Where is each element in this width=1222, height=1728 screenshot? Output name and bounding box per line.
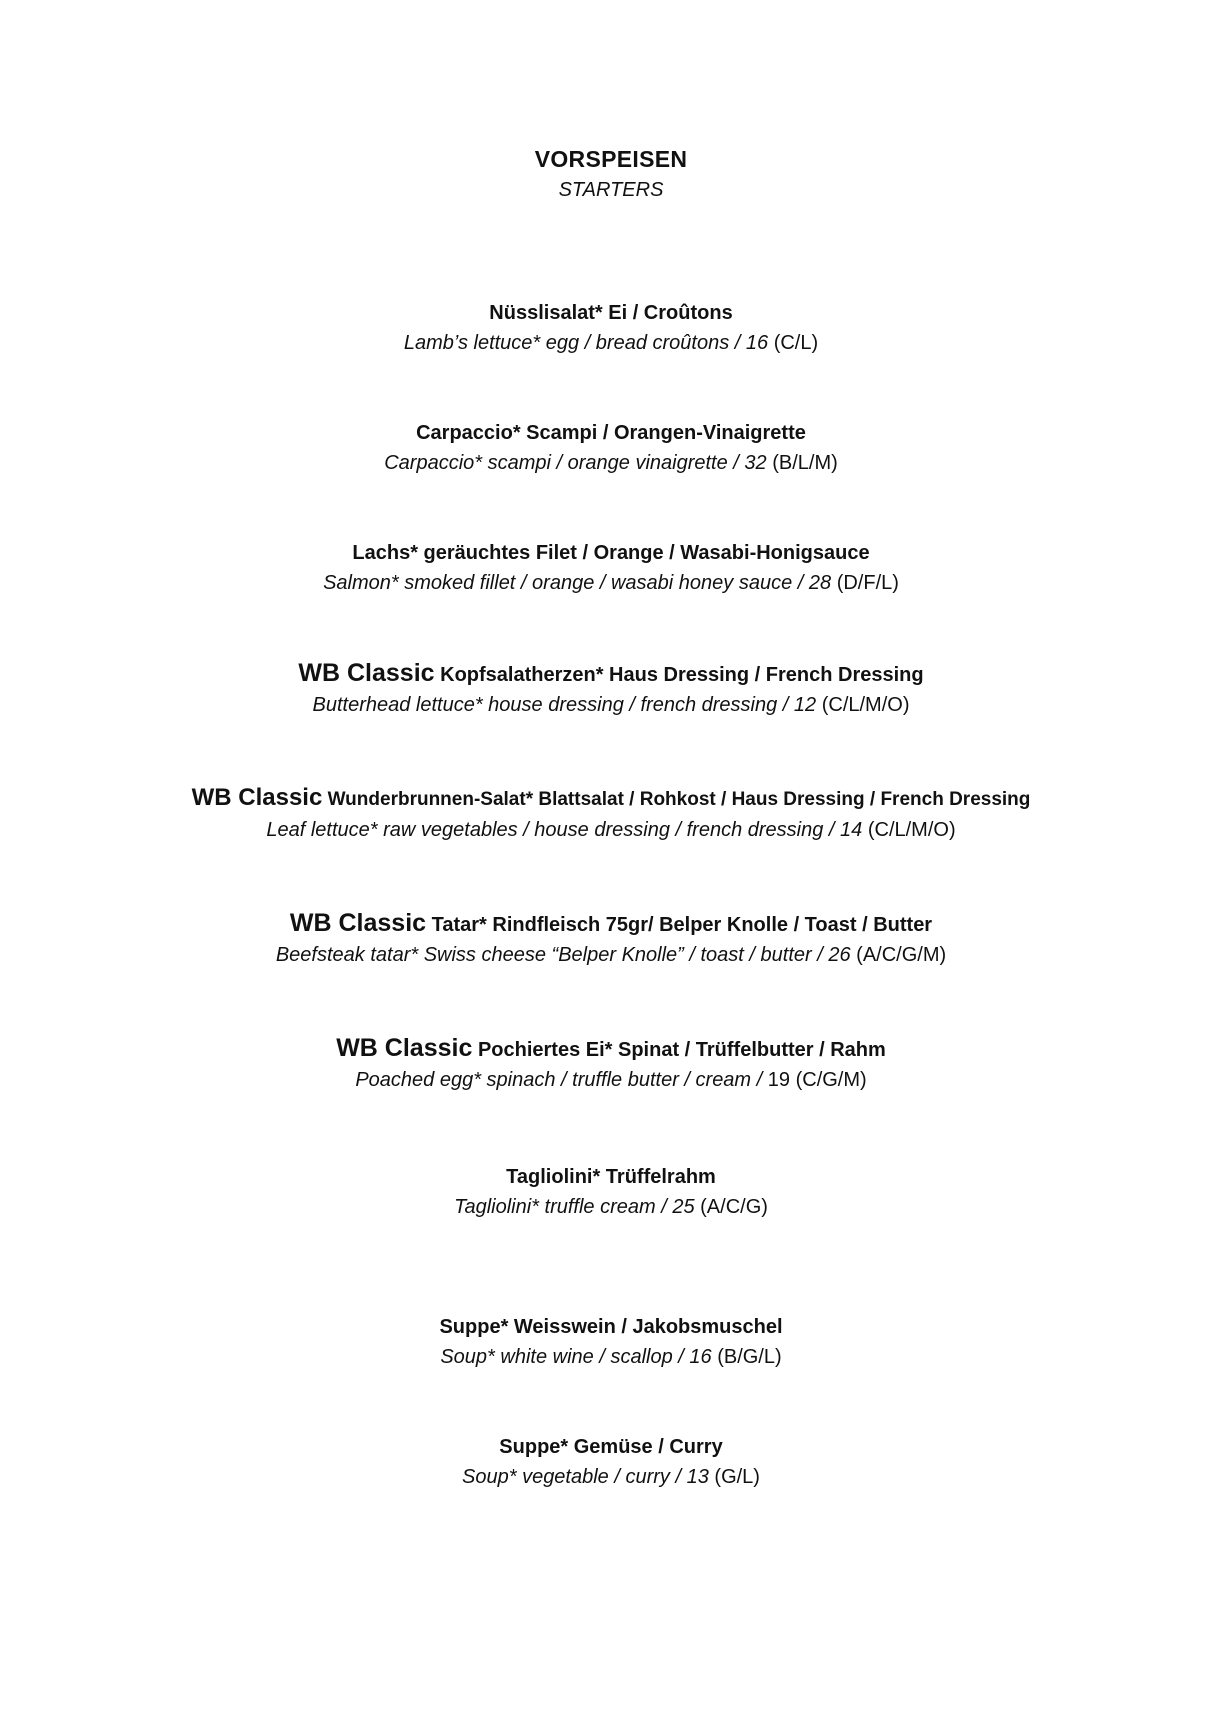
item-tag: WB Classic bbox=[191, 784, 323, 811]
item-german-name: Suppe* Gemüse / Curry bbox=[499, 1436, 723, 1458]
item-german-line bbox=[0, 1312, 1222, 1340]
item-english-description: Soup* white wine / scallop / 16 bbox=[440, 1346, 712, 1368]
item-allergens: (D/F/L) bbox=[836, 572, 899, 594]
menu-item-tatar bbox=[0, 910, 1222, 968]
menu-item-wunderbrunnen-salat bbox=[0, 785, 1222, 843]
item-german-name: Kopfsalatherzen* Haus Dressing / French Dressing bbox=[440, 664, 924, 686]
item-english-line bbox=[0, 1194, 1222, 1220]
menu-item-tagliolini bbox=[0, 1162, 1222, 1220]
section-subtitle: STARTERS bbox=[558, 179, 664, 201]
item-english-line bbox=[0, 817, 1222, 843]
item-german-name: Tatar* Rindfleisch 75gr/ Belper Knolle / Toast / Butter bbox=[431, 914, 933, 936]
item-english-line bbox=[0, 330, 1222, 356]
item-english-line bbox=[0, 1344, 1222, 1370]
item-german-name: Suppe* Weisswein / Jakobsmuschel bbox=[439, 1316, 783, 1338]
menu-header bbox=[0, 146, 1222, 202]
item-german-name: Tagliolini* Trüffelrahm bbox=[506, 1166, 716, 1188]
item-german-line bbox=[0, 660, 1222, 688]
menu-item-suppe-gemuese bbox=[0, 1432, 1222, 1490]
item-allergens: (A/C/G) bbox=[700, 1196, 768, 1218]
item-german-name: Pochiertes Ei* Spinat / Trüffelbutter / Rahm bbox=[477, 1039, 886, 1061]
item-english-description: Poached egg* spinach / truffle butter / cream / bbox=[355, 1069, 763, 1091]
item-allergens: (C/L) bbox=[773, 332, 819, 354]
item-german-line bbox=[0, 785, 1222, 813]
item-allergens: (C/L/M/O) bbox=[821, 694, 910, 716]
item-english-line bbox=[0, 450, 1222, 476]
menu-item-pochiertes-ei bbox=[0, 1035, 1222, 1093]
menu-item-carpaccio bbox=[0, 418, 1222, 476]
item-german-line bbox=[0, 298, 1222, 326]
item-english-description: Carpaccio* scampi / orange vinaigrette / 32 bbox=[384, 452, 767, 474]
item-price: 19 bbox=[767, 1069, 791, 1091]
menu-item-nuesslisalat bbox=[0, 298, 1222, 356]
item-english-description: Tagliolini* truffle cream / 25 bbox=[454, 1196, 695, 1218]
item-german-line bbox=[0, 418, 1222, 446]
item-german-line bbox=[0, 1162, 1222, 1190]
item-allergens: (B/G/L) bbox=[717, 1346, 782, 1368]
item-german-name: Wunderbrunnen-Salat* Blattsalat / Rohkost / Haus Dressing / French Dressing bbox=[327, 789, 1031, 810]
item-allergens: (B/L/M) bbox=[772, 452, 838, 474]
item-german-name: Lachs* geräuchtes Filet / Orange / Wasabi-Honigsauce bbox=[352, 542, 870, 564]
item-german-line bbox=[0, 1035, 1222, 1063]
item-german-name: Nüsslisalat* Ei / Croûtons bbox=[489, 302, 733, 324]
item-english-line bbox=[0, 1464, 1222, 1490]
item-english-description: Butterhead lettuce* house dressing / french dressing / 12 bbox=[312, 694, 817, 716]
item-tag: WB Classic bbox=[298, 659, 435, 687]
item-allergens: (A/C/G/M) bbox=[856, 944, 947, 966]
section-title: VORSPEISEN bbox=[534, 146, 688, 172]
item-english-description: Lamb’s lettuce* egg / bread croûtons / 16 bbox=[403, 332, 769, 354]
item-tag: WB Classic bbox=[336, 1034, 473, 1062]
item-english-line bbox=[0, 692, 1222, 718]
item-german-line bbox=[0, 538, 1222, 566]
item-allergens: (C/L/M/O) bbox=[867, 819, 956, 841]
item-german-line bbox=[0, 910, 1222, 938]
item-english-line bbox=[0, 1067, 1222, 1093]
item-english-line bbox=[0, 942, 1222, 968]
menu-item-suppe-weisswein bbox=[0, 1312, 1222, 1370]
item-english-line bbox=[0, 570, 1222, 596]
item-german-name: Carpaccio* Scampi / Orangen-Vinaigrette bbox=[416, 422, 806, 444]
item-english-description: Soup* vegetable / curry / 13 bbox=[462, 1466, 709, 1488]
menu-item-lachs bbox=[0, 538, 1222, 596]
item-allergens: (C/G/M) bbox=[795, 1069, 867, 1091]
menu-item-kopfsalatherzen bbox=[0, 660, 1222, 718]
item-german-line bbox=[0, 1432, 1222, 1460]
item-allergens: (G/L) bbox=[714, 1466, 760, 1488]
item-tag: WB Classic bbox=[289, 909, 427, 937]
item-english-description: Beefsteak tatar* Swiss cheese “Belper Knolle” / toast / butter / 26 bbox=[275, 944, 851, 966]
item-english-description: Leaf lettuce* raw vegetables / house dressing / french dressing / 14 bbox=[266, 819, 863, 841]
item-english-description: Salmon* smoked fillet / orange / wasabi honey sauce / 28 bbox=[323, 572, 832, 594]
